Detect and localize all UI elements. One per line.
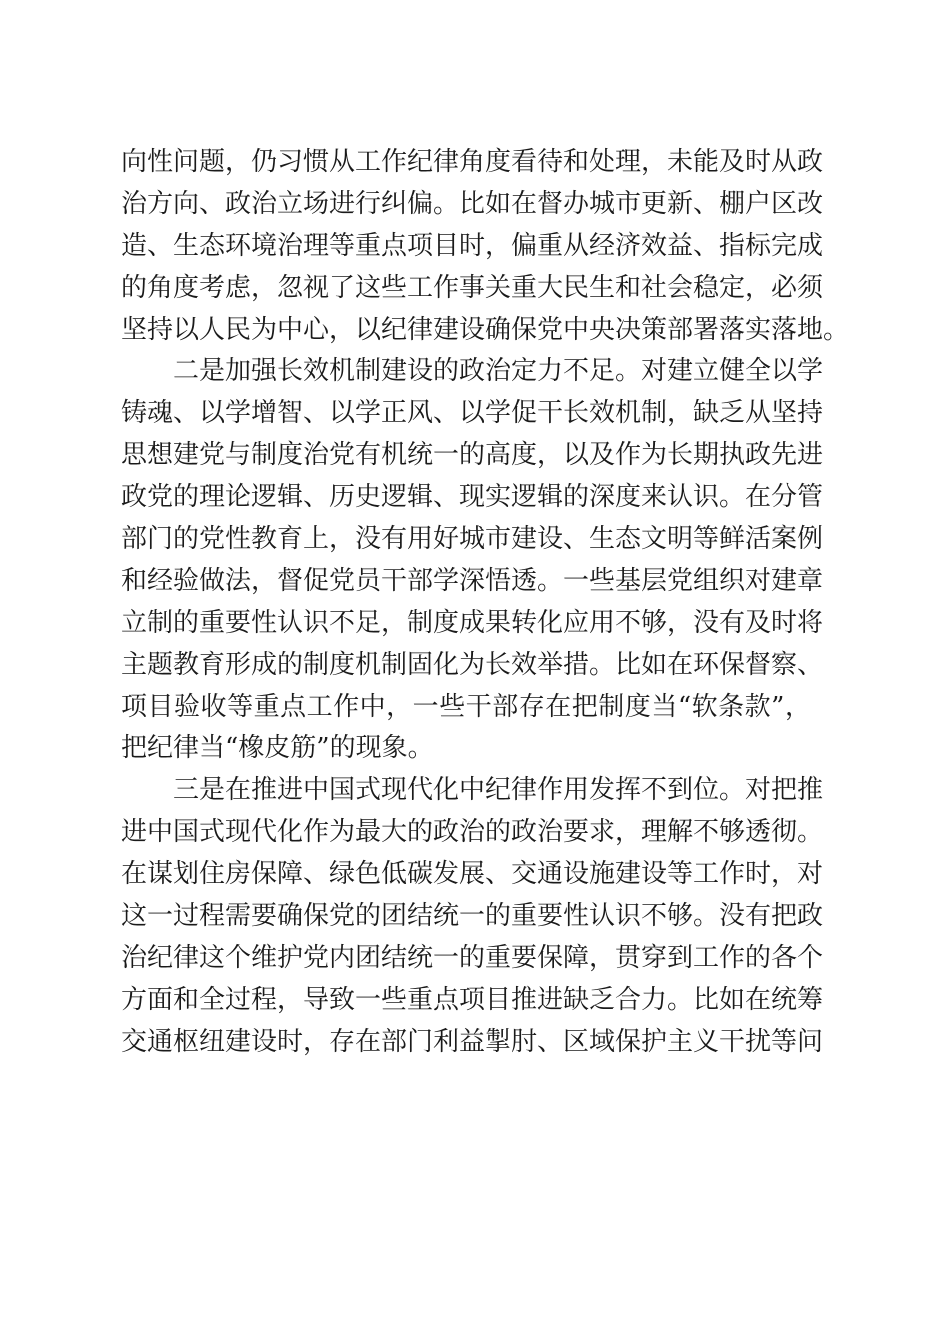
paragraph-end-line: 把纪律当“橡皮筋”的现象。 <box>121 733 434 764</box>
text-line: 治纪律这个维护党内团结统一的重要保障，贯穿到工作的各个 <box>121 942 824 973</box>
text-line: 坚持以人民为中心，以纪律建设确保党中央决策部署落实落地。 <box>121 314 850 345</box>
paragraph-start-line: 二是加强长效机制建设的政治定力不足。对建立健全以学 <box>173 356 824 387</box>
text-line: 的角度考虑，忽视了这些工作事关重大民生和社会稳定，必须 <box>121 272 824 303</box>
text-line: 政党的理论逻辑、历史逻辑、现实逻辑的深度来认识。在分管 <box>121 482 824 513</box>
text-line: 立制的重要性认识不足，制度成果转化应用不够，没有及时将 <box>121 607 824 638</box>
text-line: 思想建党与制度治党有机统一的高度，以及作为长期执政先进 <box>121 440 824 471</box>
text-line: 在谋划住房保障、绿色低碳发展、交通设施建设等工作时，对 <box>121 859 824 890</box>
document-body <box>121 142 850 1064</box>
text-line: 主题教育形成的制度机制固化为长效举措。比如在环保督察、 <box>121 649 824 680</box>
text-line: 进中国式现代化作为最大的政治的政治要求，理解不够透彻。 <box>121 817 824 848</box>
paragraph-start-line: 三是在推进中国式现代化中纪律作用发挥不到位。对把推 <box>173 775 824 806</box>
text-line: 造、生态环境治理等重点项目时，偏重从经济效益、指标完成 <box>121 230 824 261</box>
text-line: 部门的党性教育上，没有用好城市建设、生态文明等鲜活案例 <box>121 524 824 555</box>
text-line: 这一过程需要确保党的团结统一的重要性认识不够。没有把政 <box>121 901 824 932</box>
text-line: 交通枢纽建设时，存在部门利益掣肘、区域保护主义干扰等问 <box>121 1026 824 1057</box>
text-line: 和经验做法，督促党员干部学深悟透。一些基层党组织对建章 <box>121 565 824 596</box>
text-line: 治方向、政治立场进行纠偏。比如在督办城市更新、棚户区改 <box>121 188 824 219</box>
text-line: 铸魂、以学增智、以学正风、以学促干长效机制，缺乏从坚持 <box>121 398 824 429</box>
text-line: 项目验收等重点工作中，一些干部存在把制度当“软条款”， <box>121 691 811 722</box>
text-line: 向性问题，仍习惯从工作纪律角度看待和处理，未能及时从政 <box>121 147 824 177</box>
text-line: 方面和全过程，导致一些重点项目推进缺乏合力。比如在统筹 <box>121 984 824 1015</box>
